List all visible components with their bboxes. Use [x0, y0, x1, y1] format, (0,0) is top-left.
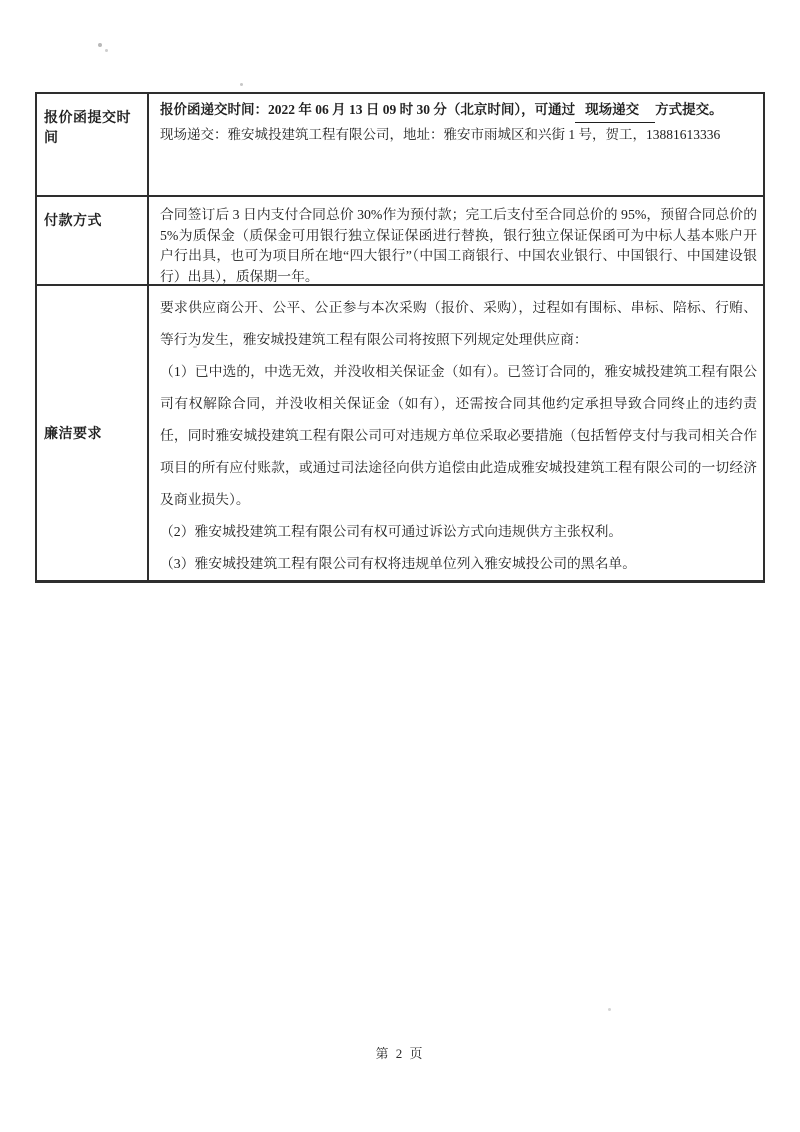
submission-method-underlined: 现场递交 [575, 99, 655, 123]
scan-speck [608, 1008, 611, 1011]
row-label-submission-time: 报价函提交时间 [37, 94, 149, 195]
scan-speck [98, 43, 102, 47]
table-row-integrity-requirements [37, 286, 763, 580]
submission-time-text-post: 方式提交。 [655, 102, 723, 117]
cell-submission-time [149, 94, 763, 195]
cell-payment-method [149, 197, 763, 284]
integrity-paragraph-intro: 要求供应商公开、公平、公正参与本次采购（报价、采购），过程如有围标、串标、陪标、行贿、等行为发生，雅安城投建筑工程有限公司将按照下列规定处理供应商： [160, 300, 757, 347]
integrity-paragraph-clause-2: （2）雅安城投建筑工程有限公司有权可通过诉讼方式向违规供方主张权利。 [160, 524, 623, 539]
submission-time-text-pre: 报价函递交时间：2022 年 06 月 13 日 09 时 30 分（北京时间），可通过 [160, 102, 576, 117]
scan-speck [105, 49, 108, 52]
integrity-paragraph-clause-3: （3）雅安城投建筑工程有限公司有权将违规单位列入雅安城投公司的黑名单。 [160, 556, 636, 571]
submission-time-line [160, 99, 757, 123]
payment-terms-text: 合同签订后 3 日内支付合同总价 30%作为预付款；完工后支付至合同总价的 95%，预留合同总价的 5%为质保金（质保金可用银行独立保证保函进行替换，银行独立保证保函可为中标人基本账户开户行出具，也可为项目所在地“四大银行”（中国工商银行、中国农业银行、中国银行、中国建设银行）出具），质保期一年。 [160, 207, 757, 284]
row-label-integrity-requirements: 廉洁要求 [37, 286, 149, 580]
onsite-delivery-address-line: 现场递交：雅安城投建筑工程有限公司，地址：雅安市雨城区和兴街 1 号，贺工，13881613336 [160, 127, 721, 142]
page-number-footer: 第 2 页 [375, 1046, 425, 1061]
table-row-payment-method [37, 197, 763, 286]
procurement-terms-table [35, 92, 765, 583]
integrity-paragraph-clause-1: （1）已中选的，中选无效，并没收相关保证金（如有）。已签订合同的，雅安城投建筑工程有限公司有权解除合同，并没收相关保证金（如有），还需按合同其他约定承担导致合同终止的违约责任，同时雅安城投建筑工程有限公司可对违规方单位采取必要措施（包括暂停支付与我司相关合作项目的所有应付账款，或通过司法途径向供方追偿由此造成雅安城投建筑工程有限公司的一切经济及商业损失）。 [160, 364, 757, 507]
cell-integrity-requirements [149, 286, 763, 580]
row-label-payment-method: 付款方式 [37, 197, 149, 284]
table-row-submission-time [37, 94, 763, 197]
scan-speck [240, 83, 243, 86]
